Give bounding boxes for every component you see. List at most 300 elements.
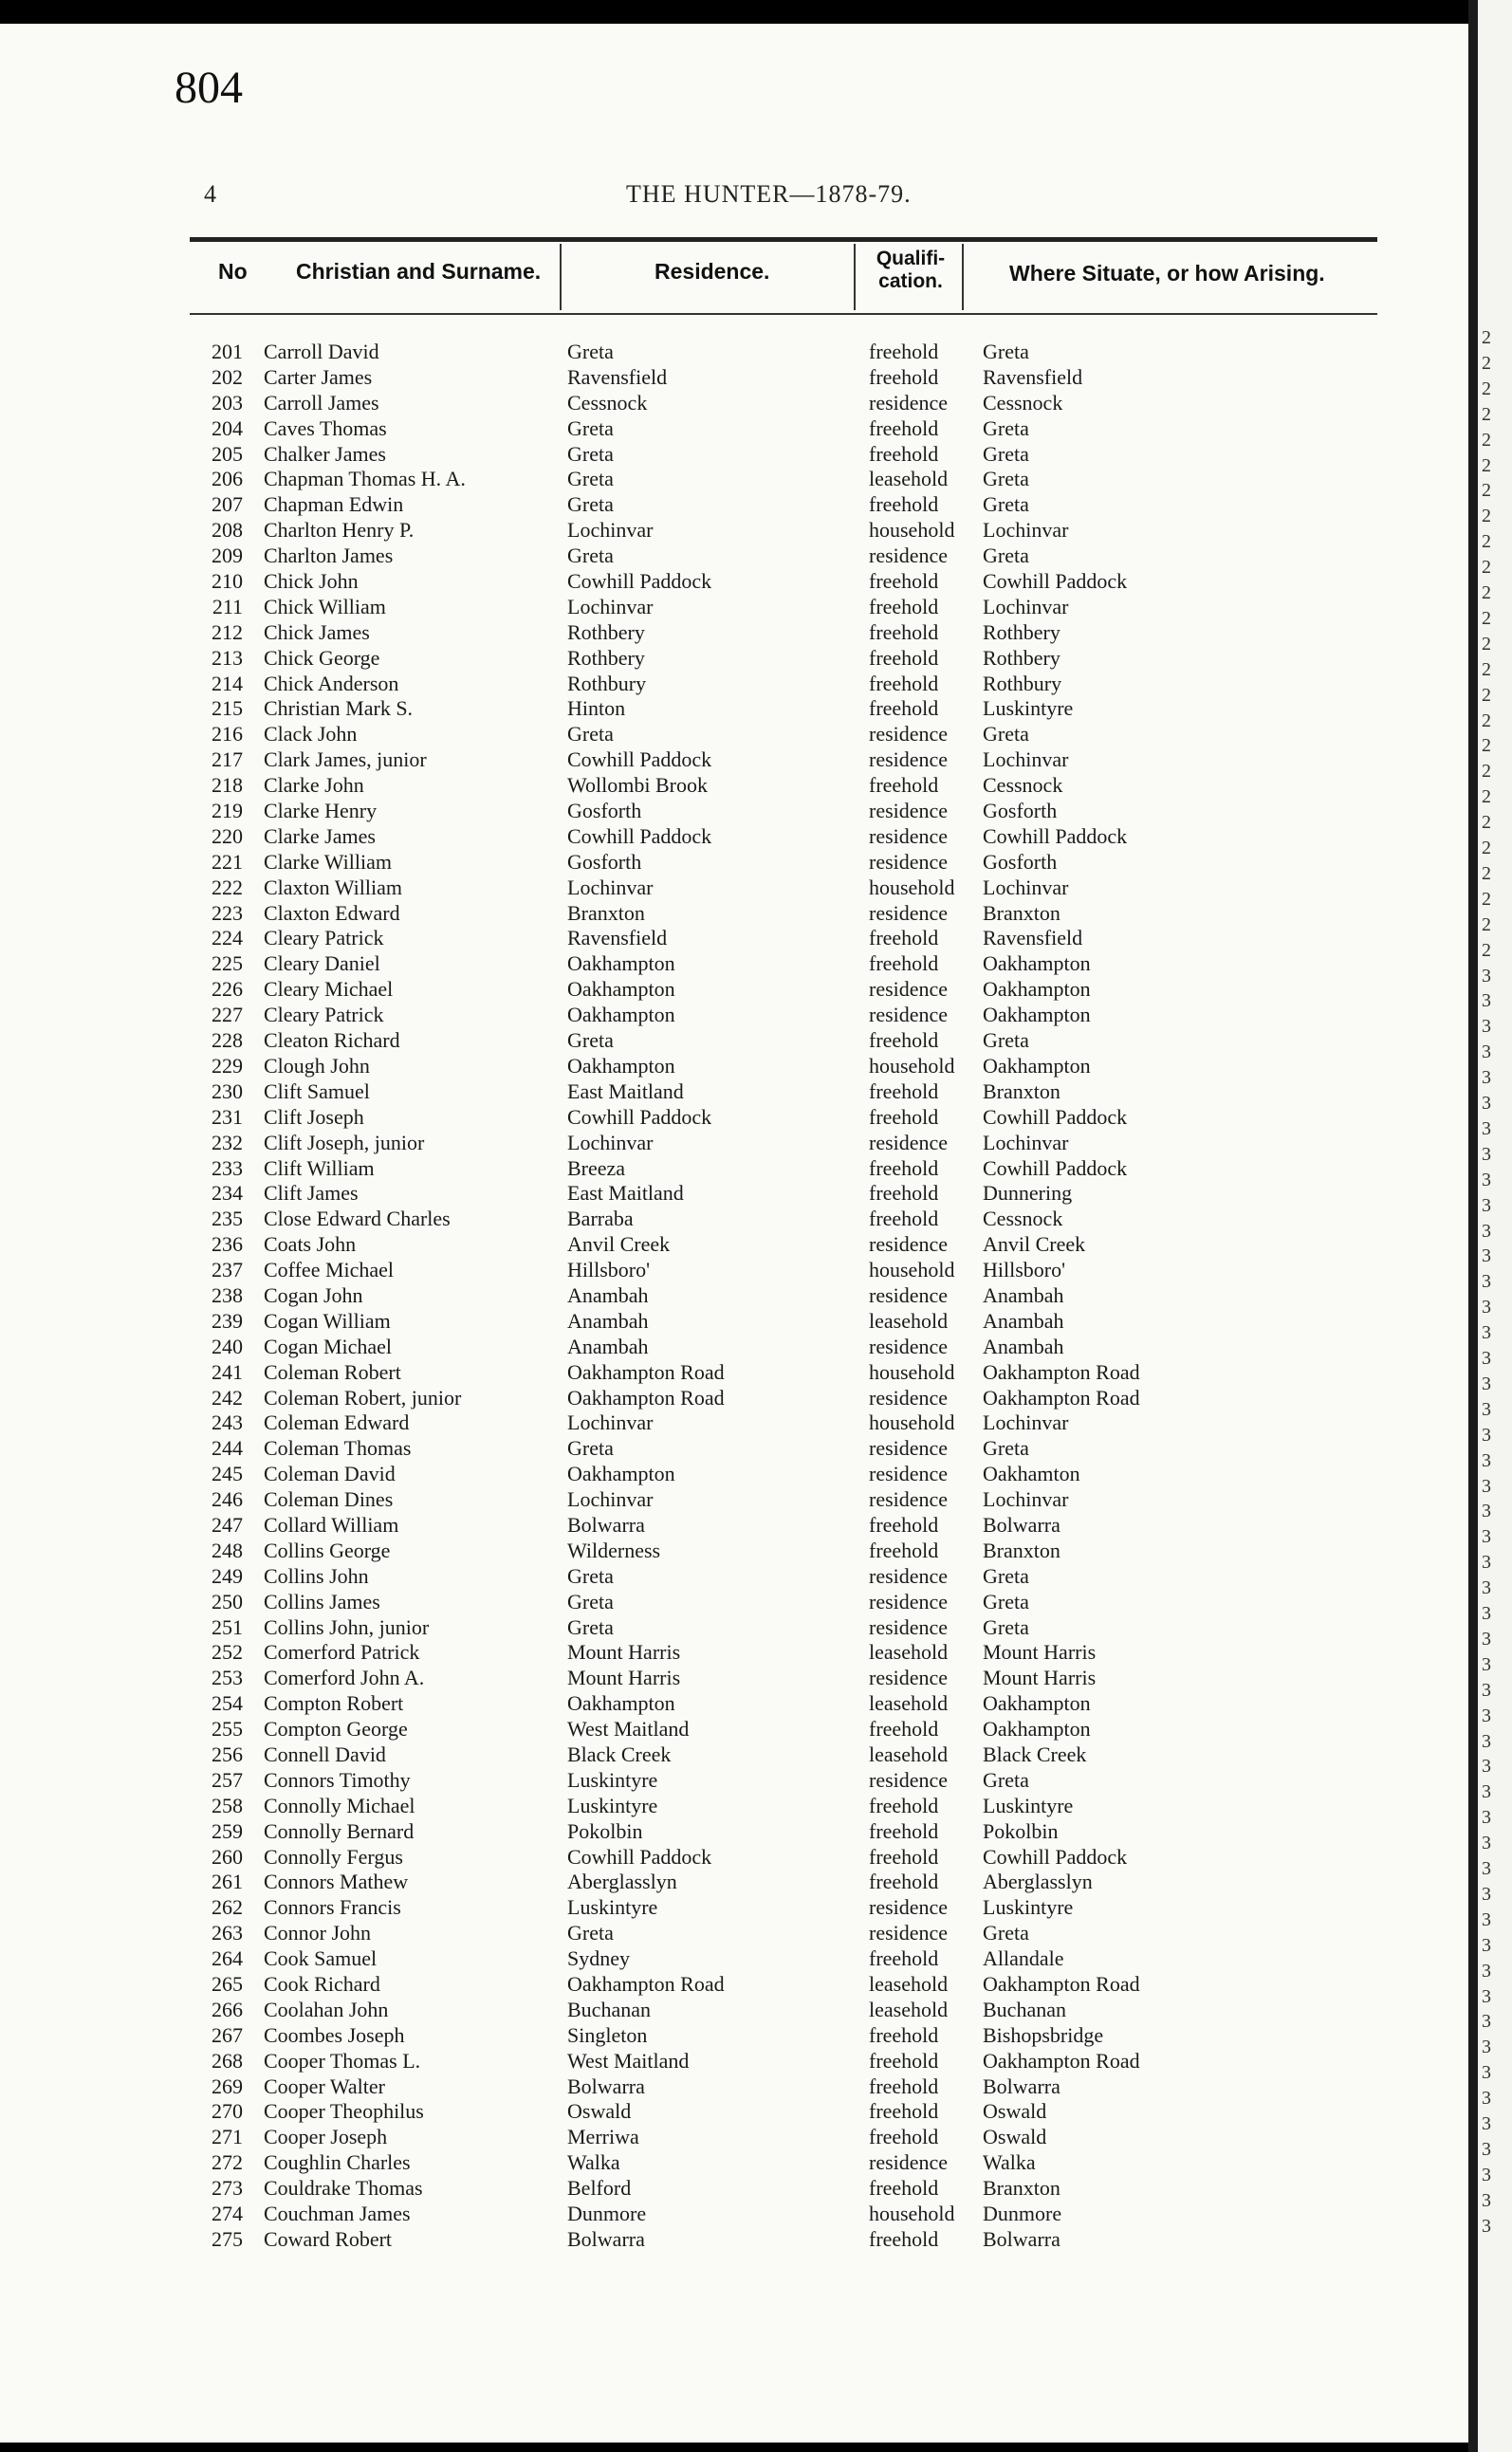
- qualification-cell: freehold: [869, 1717, 939, 1742]
- qualification-cell: household: [869, 1053, 955, 1078]
- row-number: 227: [212, 1003, 243, 1027]
- residence-cell: Oakhampton: [567, 1053, 675, 1078]
- elector-name: Coleman Thomas: [264, 1436, 412, 1461]
- edge-digit: 2: [1482, 506, 1491, 527]
- table-row: [0, 620, 1468, 646]
- residence-cell: Cowhill Paddock: [567, 1844, 712, 1869]
- row-number: 220: [212, 823, 243, 848]
- table-row: [0, 544, 1468, 569]
- elector-name: Chick George: [264, 645, 380, 670]
- qualification-cell: residence: [869, 1334, 949, 1358]
- where-situate-cell: Anambah: [983, 1334, 1064, 1358]
- qualification-cell: freehold: [869, 951, 939, 976]
- elector-name: Coffee Michael: [264, 1258, 395, 1282]
- where-situate-cell: Luskintyre: [983, 696, 1074, 721]
- table-row: [0, 1998, 1468, 2023]
- residence-cell: Anambah: [567, 1282, 649, 1307]
- column-divider: [962, 244, 964, 310]
- table-row: [0, 1309, 1468, 1335]
- table-row: [0, 1564, 1468, 1590]
- table-row: [0, 1436, 1468, 1462]
- qualification-cell: residence: [869, 1232, 949, 1257]
- table-row: [0, 696, 1468, 722]
- edge-digit: 2: [1482, 557, 1491, 579]
- elector-name: Charlton James: [264, 544, 394, 568]
- elector-name: Cleary Patrick: [264, 926, 384, 950]
- edge-digit: 3: [1482, 2189, 1491, 2211]
- residence-cell: Anambah: [567, 1308, 649, 1333]
- row-number: 224: [212, 926, 243, 950]
- table-row: [0, 1335, 1468, 1360]
- row-number: 252: [212, 1640, 243, 1665]
- where-situate-cell: Lochinvar: [983, 875, 1069, 899]
- column-divider: [560, 244, 562, 310]
- elector-name: Caves Thomas: [264, 415, 387, 440]
- row-number: 209: [212, 544, 243, 568]
- qualification-cell: residence: [869, 823, 949, 848]
- where-situate-cell: Anambah: [983, 1282, 1064, 1307]
- elector-name: Connell David: [264, 1742, 386, 1766]
- where-situate-cell: Greta: [983, 1767, 1029, 1792]
- col-header-residence: Residence.: [655, 259, 770, 284]
- where-situate-cell: Greta: [983, 1563, 1029, 1588]
- where-situate-cell: Bolwarra: [983, 2074, 1060, 2098]
- where-situate-cell: Hillsboro': [983, 1258, 1066, 1282]
- table-row: [0, 1028, 1468, 1054]
- edge-digit: 3: [1482, 2011, 1491, 2033]
- table-row: [0, 1181, 1468, 1207]
- table-row: [0, 2227, 1468, 2253]
- where-situate-cell: Black Creek: [983, 1742, 1087, 1766]
- qualification-cell: residence: [869, 977, 949, 1002]
- where-situate-cell: Branxton: [983, 1538, 1060, 1562]
- table-row: [0, 1819, 1468, 1845]
- qualification-cell: leasehold: [869, 1972, 949, 1996]
- qualification-cell: residence: [869, 1895, 949, 1920]
- edge-digit: 3: [1482, 2088, 1491, 2110]
- residence-cell: Oakhampton Road: [567, 1385, 725, 1410]
- where-situate-cell: Cowhill Paddock: [983, 1844, 1128, 1869]
- elector-name: Cooper Theophilus: [264, 2099, 424, 2124]
- elector-name: Couchman James: [264, 2202, 411, 2226]
- edge-digit: 3: [1482, 1679, 1491, 1701]
- residence-cell: Branxton: [567, 900, 645, 925]
- row-number: 268: [212, 2048, 243, 2073]
- residence-cell: Greta: [567, 441, 614, 466]
- residence-cell: Mount Harris: [567, 1666, 681, 1690]
- where-situate-cell: Bolwarra: [983, 2226, 1060, 2251]
- table-row: [0, 1590, 1468, 1615]
- residence-cell: Lochinvar: [567, 875, 654, 899]
- where-situate-cell: Greta: [983, 1028, 1029, 1053]
- where-situate-cell: Rothbery: [983, 645, 1060, 670]
- where-situate-cell: Ravensfield: [983, 364, 1083, 389]
- edge-digit: 2: [1482, 607, 1491, 629]
- where-situate-cell: Greta: [983, 722, 1029, 747]
- qualification-cell: freehold: [869, 569, 939, 594]
- table-row: [0, 722, 1468, 747]
- elector-name: Coleman Robert: [264, 1359, 401, 1384]
- row-number: 204: [212, 415, 243, 440]
- header-rule-top: [190, 237, 1377, 242]
- edge-digit: 3: [1482, 1603, 1491, 1624]
- edge-digit: 2: [1482, 761, 1491, 783]
- edge-digit: 3: [1482, 1143, 1491, 1165]
- table-row: [0, 1131, 1468, 1156]
- where-situate-cell: Rothbury: [983, 671, 1062, 695]
- where-situate-cell: Luskintyre: [983, 1895, 1074, 1920]
- where-situate-cell: Oakhampton Road: [983, 1359, 1140, 1384]
- residence-cell: Rothbery: [567, 619, 645, 644]
- residence-cell: Singleton: [567, 2022, 648, 2047]
- edge-digit: 2: [1482, 710, 1491, 731]
- table-row: [0, 951, 1468, 977]
- residence-cell: Sydney: [567, 1946, 630, 1971]
- qualification-cell: freehold: [869, 2022, 939, 2047]
- elector-name: Cogan John: [264, 1282, 363, 1307]
- edge-digit: 2: [1482, 913, 1491, 935]
- elector-name: Coats John: [264, 1232, 357, 1257]
- where-situate-cell: Anambah: [983, 1308, 1064, 1333]
- qualification-cell: freehold: [869, 1793, 939, 1817]
- edge-digit: 3: [1482, 1322, 1491, 1344]
- row-number: 237: [212, 1258, 243, 1282]
- row-number: 202: [212, 364, 243, 389]
- where-situate-cell: Oakhampton Road: [983, 2048, 1140, 2073]
- qualification-cell: residence: [869, 1003, 949, 1027]
- row-number: 208: [212, 518, 243, 543]
- residence-cell: Lochinvar: [567, 518, 654, 543]
- where-situate-cell: Greta: [983, 1589, 1029, 1613]
- table-row: [0, 2049, 1468, 2074]
- section-number: 4: [204, 180, 216, 208]
- col-header-qualification: Qualifi-cation.: [876, 248, 946, 292]
- row-number: 259: [212, 1818, 243, 1843]
- qualification-cell: residence: [869, 849, 949, 874]
- table-row: [0, 747, 1468, 773]
- residence-cell: Oakhampton Road: [567, 1359, 725, 1384]
- residence-cell: West Maitland: [567, 2048, 690, 2073]
- elector-name: Coleman Edward: [264, 1410, 410, 1435]
- table-row: [0, 1487, 1468, 1513]
- where-situate-cell: Luskintyre: [983, 1793, 1074, 1817]
- where-situate-cell: Oakhampton: [983, 977, 1091, 1002]
- edge-digit: 3: [1482, 2113, 1491, 2134]
- elector-name: Close Edward Charles: [264, 1207, 451, 1231]
- row-number: 207: [212, 492, 243, 517]
- elector-name: Clarke Henry: [264, 799, 378, 823]
- table-row: [0, 416, 1468, 442]
- residence-cell: Greta: [567, 1436, 614, 1461]
- edge-digit: 3: [1482, 1653, 1491, 1675]
- row-number: 251: [212, 1614, 243, 1639]
- table-row: [0, 1615, 1468, 1641]
- elector-name: Couldrake Thomas: [264, 2176, 423, 2201]
- qualification-cell: freehold: [869, 1028, 939, 1053]
- table-row: [0, 1079, 1468, 1105]
- where-situate-cell: Oakhampton: [983, 1003, 1091, 1027]
- where-situate-cell: Greta: [983, 1436, 1029, 1461]
- edge-digit: 2: [1482, 633, 1491, 654]
- page-gutter: [1468, 0, 1478, 2452]
- row-number: 241: [212, 1359, 243, 1384]
- table-row: [0, 365, 1468, 391]
- table-row: [0, 340, 1468, 365]
- residence-cell: Greta: [567, 415, 614, 440]
- qualification-cell: freehold: [869, 1870, 939, 1894]
- elector-name: Christian Mark S.: [264, 696, 414, 721]
- row-number: 255: [212, 1717, 243, 1742]
- qualification-cell: freehold: [869, 441, 939, 466]
- residence-cell: Mount Harris: [567, 1640, 681, 1665]
- table-row: [0, 2150, 1468, 2176]
- table-row: [0, 2074, 1468, 2100]
- row-number: 275: [212, 2226, 243, 2251]
- table-row: [0, 646, 1468, 672]
- residence-cell: Merriwa: [567, 2125, 639, 2149]
- row-number: 253: [212, 1666, 243, 1690]
- table-row: [0, 824, 1468, 850]
- col-header-where: Where Situate, or how Arising.: [1009, 261, 1325, 286]
- residence-cell: Cowhill Paddock: [567, 747, 712, 772]
- edge-digit: 3: [1482, 1552, 1491, 1574]
- qualification-cell: freehold: [869, 415, 939, 440]
- elector-name: Cleary Patrick: [264, 1003, 384, 1027]
- edge-digit: 3: [1482, 990, 1491, 1012]
- residence-cell: Greta: [567, 1614, 614, 1639]
- row-number: 228: [212, 1028, 243, 1053]
- where-situate-cell: Cowhill Paddock: [983, 569, 1128, 594]
- edge-digit: 2: [1482, 480, 1491, 502]
- qualification-cell: residence: [869, 1130, 949, 1154]
- qualification-cell: freehold: [869, 340, 939, 363]
- row-number: 213: [212, 645, 243, 670]
- elector-name: Connor John: [264, 1921, 372, 1945]
- table-row: [0, 1283, 1468, 1309]
- table-row: [0, 1003, 1468, 1028]
- edge-digit: 3: [1482, 1883, 1491, 1905]
- row-number: 243: [212, 1410, 243, 1435]
- row-number: 214: [212, 671, 243, 695]
- edge-digit: 2: [1482, 838, 1491, 858]
- edge-digit: 3: [1482, 1373, 1491, 1394]
- residence-cell: Gosforth: [567, 849, 642, 874]
- row-number: 274: [212, 2202, 243, 2226]
- edge-digit: 2: [1482, 454, 1491, 476]
- edge-digit: 3: [1482, 1348, 1491, 1369]
- elector-name: Clift William: [264, 1155, 375, 1180]
- row-number: 261: [212, 1870, 243, 1894]
- where-situate-cell: Oakhampton: [983, 1717, 1091, 1742]
- edge-digit: 3: [1482, 1628, 1491, 1650]
- qualification-cell: leasehold: [869, 467, 949, 491]
- qualification-cell: residence: [869, 1563, 949, 1588]
- table-row: [0, 1742, 1468, 1768]
- where-situate-cell: Greta: [983, 415, 1029, 440]
- elector-name: Collins George: [264, 1538, 391, 1562]
- edge-digit: 2: [1482, 531, 1491, 553]
- qualification-cell: residence: [869, 1462, 949, 1486]
- row-number: 273: [212, 2176, 243, 2201]
- residence-cell: Lochinvar: [567, 1130, 654, 1154]
- edge-digit: 2: [1482, 403, 1491, 425]
- table-row: [0, 2023, 1468, 2049]
- row-number: 230: [212, 1079, 243, 1103]
- edge-digit: 3: [1482, 1220, 1491, 1242]
- table-row: [0, 672, 1468, 697]
- edge-digit: 3: [1482, 1960, 1491, 1982]
- where-situate-cell: Dunmore: [983, 2202, 1062, 2226]
- qualification-cell: freehold: [869, 1155, 939, 1180]
- elector-name: Cook Richard: [264, 1972, 380, 1996]
- where-situate-cell: Ravensfield: [983, 926, 1083, 950]
- edge-digit: 2: [1482, 862, 1491, 884]
- elector-name: Coombes Joseph: [264, 2022, 405, 2047]
- row-number: 250: [212, 1589, 243, 1613]
- row-number: 254: [212, 1691, 243, 1716]
- residence-cell: Rothbery: [567, 645, 645, 670]
- where-situate-cell: Lochinvar: [983, 1487, 1069, 1512]
- where-situate-cell: Lochinvar: [983, 518, 1069, 543]
- header-rule-bottom: [190, 313, 1377, 315]
- edge-digit: 3: [1482, 1271, 1491, 1293]
- elector-name: Connolly Bernard: [264, 1818, 415, 1843]
- residence-cell: Oakhampton: [567, 977, 675, 1002]
- elector-name: Clough John: [264, 1053, 370, 1078]
- elector-name: Connors Mathew: [264, 1870, 409, 1894]
- row-number: 249: [212, 1563, 243, 1588]
- qualification-cell: freehold: [869, 1946, 939, 1971]
- elector-name: Cogan Michael: [264, 1334, 393, 1358]
- qualification-cell: freehold: [869, 1104, 939, 1129]
- elector-name: Clark James, junior: [264, 747, 427, 772]
- elector-name: Cleaton Richard: [264, 1028, 400, 1053]
- row-number: 264: [212, 1946, 243, 1971]
- where-situate-cell: Greta: [983, 1921, 1029, 1945]
- residence-cell: Greta: [567, 544, 614, 568]
- residence-cell: Anvil Creek: [567, 1232, 671, 1257]
- table-row: [0, 1691, 1468, 1717]
- where-situate-cell: Oakhampton Road: [983, 1972, 1140, 1996]
- residence-cell: Oswald: [567, 2099, 632, 2124]
- qualification-cell: residence: [869, 1589, 949, 1613]
- edge-digit: 3: [1482, 2215, 1491, 2237]
- residence-cell: Hinton: [567, 696, 626, 721]
- where-situate-cell: Bishopsbridge: [983, 2022, 1104, 2047]
- row-number: 247: [212, 1512, 243, 1537]
- qualification-cell: residence: [869, 799, 949, 823]
- table-row: [0, 1513, 1468, 1539]
- row-number: 244: [212, 1436, 243, 1461]
- table-row: [0, 1207, 1468, 1232]
- table-row: [0, 1258, 1468, 1283]
- row-number: 211: [212, 594, 243, 618]
- table-row: [0, 1232, 1468, 1258]
- table-row: [0, 926, 1468, 951]
- where-situate-cell: Cessnock: [983, 390, 1063, 415]
- col-header-name: Christian and Surname.: [296, 259, 542, 284]
- document-page: [0, 24, 1468, 2443]
- where-situate-cell: Lochinvar: [983, 1130, 1069, 1154]
- elector-name: Chick William: [264, 594, 386, 618]
- residence-cell: Aberglasslyn: [567, 1870, 677, 1894]
- table-row: [0, 799, 1468, 824]
- table-row: [0, 1666, 1468, 1691]
- residence-cell: Lochinvar: [567, 594, 654, 618]
- edge-digit: 2: [1482, 786, 1491, 808]
- residence-cell: Cowhill Paddock: [567, 569, 712, 594]
- residence-cell: Buchanan: [567, 1997, 651, 2021]
- residence-cell: Pokolbin: [567, 1818, 643, 1843]
- qualification-cell: freehold: [869, 671, 939, 695]
- edge-digit: 3: [1482, 2062, 1491, 2084]
- table-row: [0, 1717, 1468, 1742]
- row-number: 258: [212, 1793, 243, 1817]
- elector-name: Compton Robert: [264, 1691, 404, 1716]
- edge-digit: 3: [1482, 1169, 1491, 1190]
- table-row: [0, 2202, 1468, 2227]
- residence-cell: Cowhill Paddock: [567, 1104, 712, 1129]
- where-situate-cell: Oakhampton Road: [983, 1385, 1140, 1410]
- qualification-cell: residence: [869, 390, 949, 415]
- column-divider: [854, 244, 856, 310]
- qualification-cell: residence: [869, 1487, 949, 1512]
- qualification-cell: freehold: [869, 696, 939, 721]
- table-row: [0, 1794, 1468, 1819]
- qualification-cell: residence: [869, 2150, 949, 2175]
- table-row: [0, 2176, 1468, 2202]
- qualification-cell: freehold: [869, 1844, 939, 1869]
- where-situate-cell: Mount Harris: [983, 1666, 1097, 1690]
- table-row: [0, 1539, 1468, 1564]
- where-situate-cell: Oakhamton: [983, 1462, 1080, 1486]
- page-title: THE HUNTER—1878-79.: [626, 180, 912, 208]
- edge-digit: 2: [1482, 352, 1491, 374]
- adjacent-page-edge: [1468, 0, 1512, 2452]
- row-number: 229: [212, 1053, 243, 1078]
- where-situate-cell: Bolwarra: [983, 1512, 1060, 1537]
- edge-digit: 3: [1482, 2037, 1491, 2058]
- edge-digit: 3: [1482, 1934, 1491, 1956]
- residence-cell: Belford: [567, 2176, 632, 2201]
- where-situate-cell: Allandale: [983, 1946, 1064, 1971]
- row-number: 272: [212, 2150, 243, 2175]
- residence-cell: Gosforth: [567, 799, 642, 823]
- qualification-cell: freehold: [869, 2125, 939, 2149]
- elector-name: Carroll James: [264, 390, 379, 415]
- row-number: 225: [212, 951, 243, 976]
- where-situate-cell: Greta: [983, 441, 1029, 466]
- row-number: 210: [212, 569, 243, 594]
- elector-name: Cooper Thomas L.: [264, 2048, 421, 2073]
- qualification-cell: residence: [869, 1614, 949, 1639]
- row-number: 271: [212, 2125, 243, 2149]
- qualification-cell: household: [869, 1258, 955, 1282]
- edge-digit: 3: [1482, 1908, 1491, 1930]
- residence-cell: Bolwarra: [567, 1512, 645, 1537]
- residence-cell: Cessnock: [567, 390, 648, 415]
- edge-digit: 3: [1482, 1042, 1491, 1063]
- qualification-cell: freehold: [869, 492, 939, 517]
- table-row: [0, 1360, 1468, 1386]
- edge-digit: 2: [1482, 812, 1491, 834]
- row-number: 234: [212, 1181, 243, 1206]
- row-number: 203: [212, 390, 243, 415]
- row-number: 206: [212, 467, 243, 491]
- elector-name: Chapman Thomas H. A.: [264, 467, 466, 491]
- edge-digit: 3: [1482, 1985, 1491, 2007]
- where-situate-cell: Cessnock: [983, 1207, 1063, 1231]
